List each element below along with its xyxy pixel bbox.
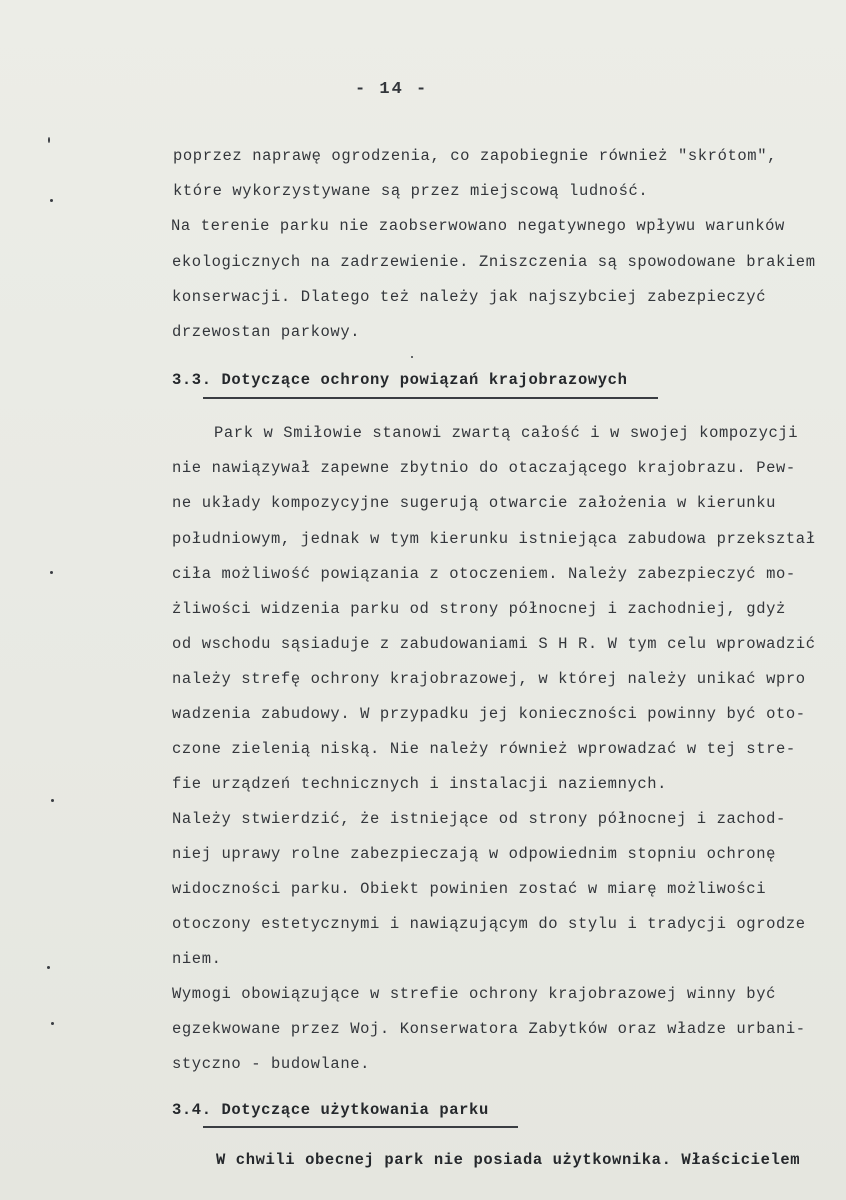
- margin-mark: [411, 356, 413, 358]
- margin-mark: [50, 199, 53, 202]
- text-line: Na terenie parku nie zaobserwowano negatywnego wpływu warunków: [171, 217, 785, 235]
- section-heading: 3.4. Dotyczące użytkowania parku: [172, 1101, 489, 1119]
- text-line: czone zielenią niską. Nie należy również wprowadzać w tej stre-: [172, 740, 796, 758]
- text-line: drzewostan parkowy.: [172, 323, 361, 341]
- heading-underline: [203, 1126, 518, 1128]
- text-line: Wymogi obowiązujące w strefie ochrony krajobrazowej winny być: [172, 985, 776, 1003]
- margin-mark: [50, 571, 53, 574]
- text-line: wadzenia zabudowy. W przypadku jej konieczności powinny być oto-: [172, 705, 806, 723]
- text-line: Należy stwierdzić, że istniejące od strony północnej i zachod-: [172, 810, 786, 828]
- text-line: które wykorzystywane są przez miejscową ludność.: [173, 182, 649, 200]
- text-line: konserwacji. Dlatego też należy jak najszybciej zabezpieczyć: [172, 288, 767, 306]
- text-line: południowym, jednak w tym kierunku istniejąca zabudowa przekształ: [172, 530, 816, 548]
- text-line: styczno - budowlane.: [172, 1055, 371, 1073]
- text-line: nie nawiązywał zapewne zbytnio do otaczającego krajobrazu. Pew-: [172, 459, 796, 477]
- text-line: należy strefę ochrony krajobrazowej, w której należy unikać wpro: [172, 670, 806, 688]
- text-line: żliwości widzenia parku od strony północnej i zachodniej, gdyż: [172, 600, 786, 618]
- margin-mark: [47, 966, 50, 969]
- text-line: niej uprawy rolne zabezpieczają w odpowiednim stopniu ochronę: [172, 845, 776, 863]
- text-line: W chwili obecnej park nie posiada użytkownika. Właścicielem: [216, 1151, 801, 1169]
- text-line: ekologicznych na zadrzewienie. Zniszczenia są spowodowane brakiem: [172, 253, 816, 271]
- text-line: od wschodu sąsiaduje z zabudowaniami S H R. W tym celu wprowadzić: [172, 635, 816, 653]
- text-line: fie urządzeń technicznych i instalacji naziemnych.: [172, 775, 668, 793]
- text-line: ciła możliwość powiązania z otoczeniem. Należy zabezpieczyć mo-: [172, 565, 796, 583]
- margin-mark: [51, 1022, 54, 1025]
- margin-mark: [51, 799, 54, 802]
- text-line: niem.: [172, 950, 222, 968]
- heading-underline: [203, 397, 658, 399]
- page-number: - 14 -: [355, 80, 429, 99]
- text-line: otoczony estetycznymi i nawiązującym do stylu i tradycji ogrodze: [172, 915, 806, 933]
- text-line: ne układy kompozycyjne sugerują otwarcie założenia w kierunku: [172, 494, 776, 512]
- section-heading: 3.3. Dotyczące ochrony powiązań krajobrazowych: [172, 371, 628, 389]
- margin-mark: [48, 137, 50, 143]
- text-line: widoczności parku. Obiekt powinien zostać w miarę możliwości: [172, 880, 767, 898]
- text-line: egzekwowane przez Woj. Konserwatora Zabytków oraz władze urbani-: [172, 1020, 806, 1038]
- text-line: poprzez naprawę ogrodzenia, co zapobiegnie również "skrótom",: [173, 147, 777, 165]
- text-line: Park w Smiłowie stanowi zwartą całość i w swojej kompozycji: [214, 424, 799, 442]
